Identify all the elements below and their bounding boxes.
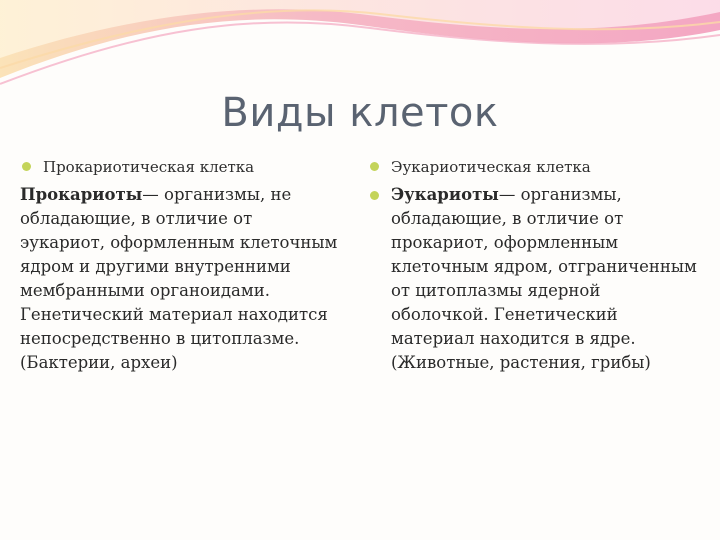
prokaryote-heading-text: Прокариотическая клетка	[43, 158, 255, 176]
eukaryote-definition: — организмы, обладающие, в отличие от прокариот, оформленным клеточным ядром, отграниченным от цитоплазмы ядерной оболочкой. Генетический материал находится в ядре. (Животные, растения, грибы)	[391, 185, 697, 372]
bullet-icon	[370, 191, 379, 200]
eukaryote-column	[370, 158, 700, 375]
slide-title: Виды клеток	[221, 90, 499, 136]
prokaryote-term: Прокариоты	[20, 185, 143, 204]
eukaryote-heading-text: Эукариотическая клетка	[391, 158, 591, 176]
prokaryote-description	[20, 183, 342, 375]
eukaryote-description-text	[391, 183, 700, 375]
eukaryote-term: Эукариоты	[391, 185, 499, 204]
prokaryote-heading	[22, 158, 342, 176]
header-wave-decoration	[0, 0, 720, 95]
eukaryote-description	[370, 183, 700, 375]
bullet-icon	[22, 162, 31, 171]
prokaryote-column	[22, 158, 342, 375]
eukaryote-heading	[370, 158, 700, 176]
bullet-icon	[370, 162, 379, 171]
prokaryote-definition: — организмы, не обладающие, в отличие от эукариот, оформленным клеточным ядром и другими внутренними мембранными органоидами. Генетический материал находится непосредственно в цитоплазме. (Бактерии, археи)	[20, 185, 338, 372]
